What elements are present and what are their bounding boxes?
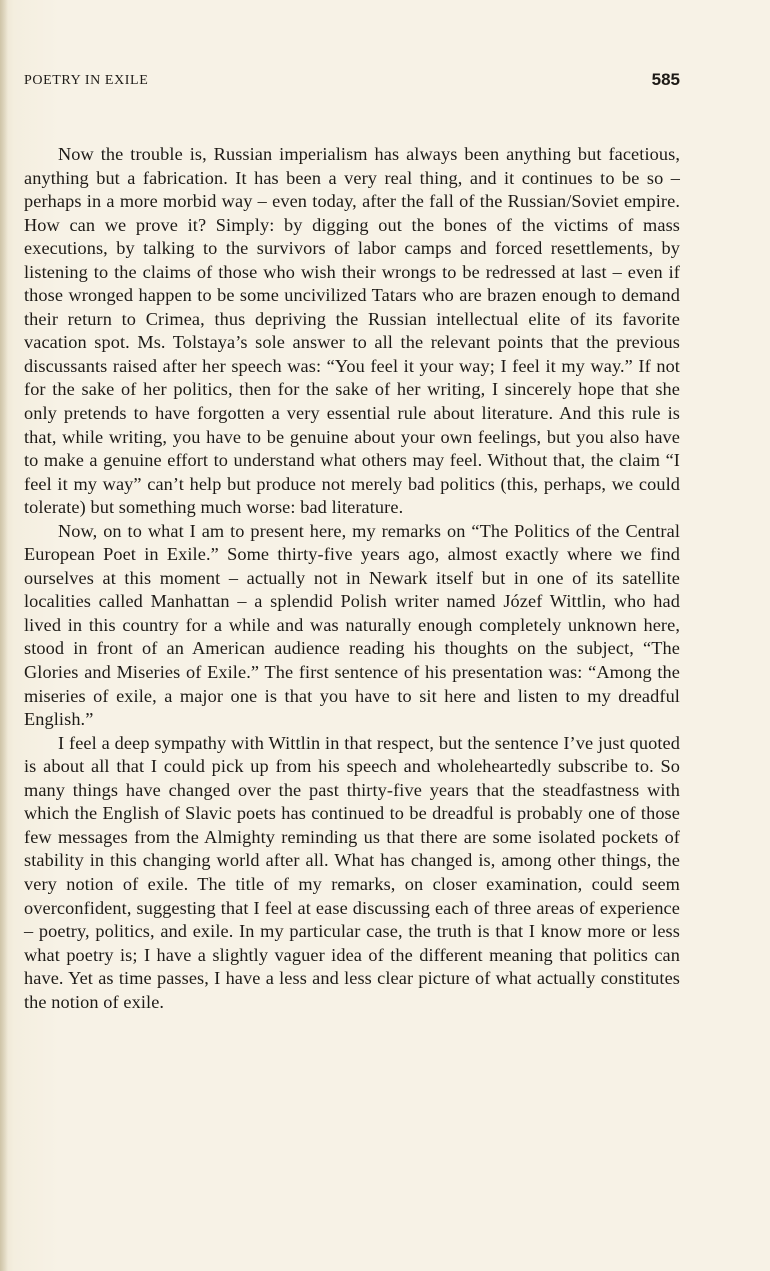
paragraph-3: I feel a deep sympathy with Wittlin in that respect, but the sentence I’ve just quoted is about all that I could pick up from his speech and wholeheartedly subscribe to. So many things have changed over the past thirty-five years that the steadfastness with which the English of Slavic poets has continued to be dreadful is probably one of those few messages from the Almighty reminding us that there are some isolated pockets of stability in this changing world after all. What has changed is, among other things, the very notion of exile. The title of my remarks, on closer examination, could seem overconfident, suggesting that I feel at ease discussing each of three areas of experience – poetry, politics, and exile. In my particular case, the truth is that I know more or less what poetry is; I have a slightly vaguer idea of the different meaning that politics can have. Yet as time passes, I have a less and less clear picture of what actually constitutes the notion of exile. <box>24 732 680 1012</box>
paragraph-1: Now the trouble is, Russian imperialism has always been anything but facetious, anything but a fabrication. It has been a very real thing, and it continues to be so – perhaps in a more morbid way – even today, after the fall of the Russian/Soviet empire. How can we prove it? Simply: by digging out the bones of the victims of mass executions, by talking to the survivors of labor camps and forced resettlements, by listening to the claims of those who wish their wrongs to be redressed at last – even if those wronged happen to be some uncivilized Tatars who are brazen enough to demand their return to Crimea, thus depriving the Russian intellectual elite of its favorite vacation spot. Ms. Tolstaya’s sole answer to all the relevant points that the previous discussants raised after her speech was: “You feel it your way; I feel it my way.” If not for the sake of her politics, then for the sake of her writing, I sincerely hope that she only pretends to have forgotten a very essential rule about literature. And this rule is that, while writing, you have to be genuine about your own feelings, but you also have to make a genuine effort to understand what others may feel. Without that, the claim “I feel it my way” can’t help but produce not merely bad politics (this, perhaps, we could tolerate) but something much worse: bad literature. <box>24 144 680 518</box>
page-number: 585 <box>651 70 680 89</box>
running-title: POETRY IN EXILE <box>24 73 149 88</box>
paragraph-2: Now, on to what I am to present here, my remarks on “The Politics of the Central European Poet in Exile.” Some thirty-five years ago, almost exactly where we find ourselves at this moment – actually not in Newark itself but in one of its satellite localities called Manhattan – a splendid Polish writer named Józef Wittlin, who had lived in this country for a while and was naturally enough completely unknown here, stood in front of an American audience reading his thoughts on the subject, “The Glories and Miseries of Exile.” The first sentence of his presentation was: “Among the miseries of exile, a major one is that you have to sit here and listen to my dreadful English.” <box>24 520 680 730</box>
running-head <box>24 70 680 94</box>
spine-shadow <box>0 0 8 1271</box>
body-text <box>24 143 680 1014</box>
